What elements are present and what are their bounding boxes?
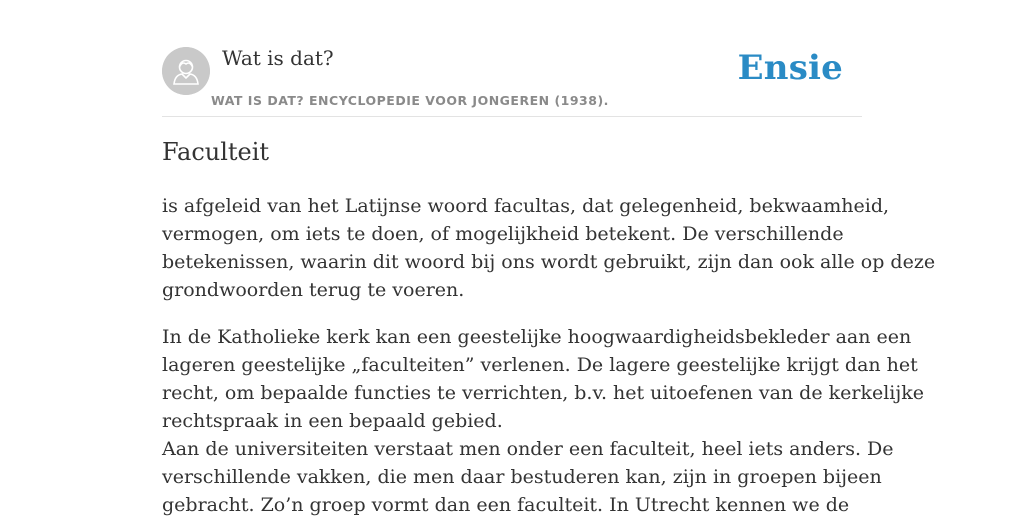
text-line: is afgeleid van het Latijnse woord facultas, dat gelegenheid, bekwaamheid, — [162, 195, 890, 217]
text-line: vermogen, om iets te doen, of mogelijkheid betekent. De verschillende — [162, 223, 844, 245]
entry-content — [162, 192, 936, 519]
text-line: betekenissen, waarin dit woord bij ons wordt gebruikt, zijn dan ook alle op deze — [162, 251, 936, 273]
entry-title: Faculteit — [162, 138, 270, 166]
text-line: Aan de universiteiten verstaat men onder een faculteit, heel iets anders. De — [162, 438, 894, 460]
paragraph-1 — [162, 192, 936, 304]
user-icon[interactable] — [162, 47, 210, 95]
source-header — [162, 0, 862, 117]
text-line: verschillende vakken, die men daar bestuderen kan, zijn in groepen bijeen — [162, 466, 882, 488]
text-line: rechtspraak in een bepaald gebied. — [162, 410, 503, 432]
paragraph-2 — [162, 323, 925, 519]
text-line: gebracht. Zo’n groep vormt dan een faculteit. In Utrecht kennen we de — [162, 494, 850, 516]
source-subtitle: WAT IS DAT? ENCYCLOPEDIE VOOR JONGEREN (1938). — [211, 93, 609, 108]
text-line: In de Katholieke kerk kan een geestelijke hoogwaardigheidsbekleder aan een — [162, 326, 912, 348]
source-title[interactable]: Wat is dat? — [222, 46, 334, 70]
text-line: recht, om bepaalde functies te verrichten, b.v. het uitoefenen van de kerkelijke — [162, 382, 925, 404]
text-line: lageren geestelijke „faculteiten” verlenen. De lagere geestelijke krijgt dan het — [162, 354, 918, 376]
text-line: grondwoorden terug te voeren. — [162, 279, 465, 301]
ensie-logo[interactable]: Ensie — [737, 48, 843, 88]
